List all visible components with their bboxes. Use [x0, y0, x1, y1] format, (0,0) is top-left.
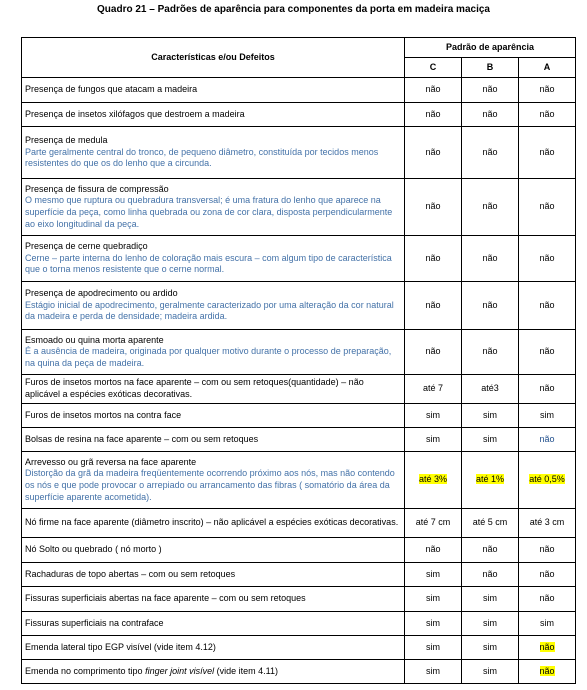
- header-class-c: C: [405, 58, 462, 78]
- table-row: [22, 330, 576, 375]
- table-row: [22, 236, 576, 282]
- row-characteristic-suffix: (vide item 4.11): [214, 665, 278, 676]
- table-row: [22, 404, 576, 428]
- value-class-b: sim: [462, 404, 519, 428]
- row-characteristic: Presença de cerne quebradiço: [25, 241, 148, 252]
- value-class-b: não: [462, 563, 519, 587]
- row-characteristic: Furos de insetos mortos na face aparente – com ou sem retoques(quantidade) – não aplicável a espécies exóticas decorativas.: [25, 377, 364, 399]
- row-description: Parte geralmente central do tronco, de pequeno diâmetro, constituída por tecidos menos resistentes do que os do lenho que a circunda.: [25, 146, 379, 169]
- table-row: [22, 282, 576, 330]
- value-class-a: sim: [519, 612, 576, 636]
- row-characteristic: Presença de fissura de compressão: [25, 183, 169, 194]
- value-class-b: não: [462, 103, 519, 127]
- value-class-c: não: [405, 103, 462, 127]
- row-characteristic: Furos de insetos mortos na contra face: [25, 409, 182, 420]
- row-characteristic-prefix: Emenda no comprimento tipo: [25, 665, 146, 676]
- row-characteristic: Nó Solto ou quebrado ( nó morto ): [25, 544, 162, 555]
- row-characteristic: Emenda lateral tipo EGP visível (vide item 4.12): [25, 641, 216, 652]
- value-class-b: até3: [462, 375, 519, 404]
- table-row: [22, 636, 576, 660]
- row-description: É a ausência de madeira, originada por qualquer motivo durante o processo de preparação, na quina da peça de madeira.: [25, 346, 392, 368]
- value-class-a: não: [519, 127, 576, 179]
- value-class-b: sim: [462, 612, 519, 636]
- table-row: [22, 538, 576, 563]
- row-description: O mesmo que ruptura ou quebradura transversal; é uma fratura do lenho que aparece na superfície da peça, como linha quebrada ou zona de cor clara, disposta perpendicularmente ao eixo longitudinal da peça.: [25, 195, 393, 229]
- value-class-c: não: [405, 538, 462, 563]
- row-description: Cerne – parte interna do lenho de coloração mais escura – com algum tipo de característica que o torna menos resistente que o cerne normal.: [25, 252, 392, 275]
- table-row: [22, 127, 576, 179]
- value-class-c: sim: [405, 587, 462, 612]
- value-class-c: sim: [405, 660, 462, 684]
- value-class-a: não: [519, 563, 576, 587]
- value-class-a: não: [519, 375, 576, 404]
- value-class-a: não: [519, 103, 576, 127]
- value-class-b: não: [462, 179, 519, 236]
- table-row: [22, 179, 576, 236]
- value-class-c: até 3%: [418, 474, 448, 485]
- table-title: Quadro 21 – Padrões de aparência para componentes da porta em madeira maciça: [97, 4, 490, 15]
- table-row: [22, 428, 576, 452]
- value-class-b: sim: [462, 660, 519, 684]
- value-class-c: não: [405, 78, 462, 103]
- value-class-b: sim: [462, 428, 519, 452]
- value-class-c: até 7: [405, 375, 462, 404]
- value-class-b: sim: [462, 587, 519, 612]
- header-characteristics: Características e/ou Defeitos: [22, 38, 405, 78]
- value-class-c: sim: [405, 563, 462, 587]
- row-characteristic-italic: finger joint visível: [145, 665, 215, 676]
- value-class-b: até 1%: [475, 474, 505, 485]
- value-class-b: não: [462, 127, 519, 179]
- header-class-a: A: [519, 58, 576, 78]
- value-class-b: até 5 cm: [462, 509, 519, 538]
- row-characteristic: Arrevesso ou grã reversa na face aparente: [25, 456, 197, 467]
- table-row: [22, 612, 576, 636]
- row-characteristic: Presença de fungos que atacam a madeira: [25, 84, 198, 95]
- header-class-b: B: [462, 58, 519, 78]
- table-row: [22, 452, 576, 509]
- row-characteristic: Nó firme na face aparente (diâmetro inscrito) – não aplicável a espécies exóticas decorativas.: [25, 517, 399, 528]
- row-characteristic: Bolsas de resina na face aparente – com ou sem retoques: [25, 433, 259, 444]
- row-characteristic: Rachaduras de topo abertas – com ou sem retoques: [25, 568, 236, 579]
- value-class-c: não: [405, 330, 462, 375]
- table-row: [22, 375, 576, 404]
- value-class-b: não: [462, 282, 519, 330]
- row-characteristic: Fissuras superficiais abertas na face aparente – com ou sem retoques: [25, 593, 306, 604]
- value-class-a: não: [519, 78, 576, 103]
- table-row: [22, 660, 576, 684]
- value-class-c: sim: [405, 636, 462, 660]
- value-class-c: sim: [405, 612, 462, 636]
- table-row: [22, 103, 576, 127]
- appearance-standards-table: [21, 37, 576, 684]
- value-class-a: até 0,5%: [529, 474, 565, 485]
- value-class-c: não: [405, 236, 462, 282]
- row-description: Estágio inicial de apodrecimento, geralmente caracterizado por uma alteração da cor natural da madeira e perda de densidade; madeira ardida.: [25, 299, 394, 322]
- value-class-a: não: [519, 236, 576, 282]
- table-row: [22, 563, 576, 587]
- value-class-a: não: [519, 538, 576, 563]
- value-class-a: não: [519, 282, 576, 330]
- row-characteristic: Presença de medula: [25, 135, 108, 146]
- value-class-b: não: [462, 78, 519, 103]
- value-class-c: não: [405, 127, 462, 179]
- value-class-a: não: [519, 428, 576, 452]
- value-class-a: não: [539, 641, 555, 652]
- value-class-b: não: [462, 330, 519, 375]
- value-class-c: não: [405, 179, 462, 236]
- row-characteristic: [25, 666, 278, 676]
- value-class-a: não: [519, 179, 576, 236]
- row-characteristic: Presença de insetos xilófagos que destroem a madeira: [25, 108, 245, 119]
- value-class-b: não: [462, 538, 519, 563]
- value-class-c: não: [405, 282, 462, 330]
- row-characteristic: Fissuras superficiais na contraface: [25, 617, 164, 628]
- value-class-a: não: [539, 665, 555, 676]
- value-class-c: sim: [405, 428, 462, 452]
- value-class-a: até 3 cm: [519, 509, 576, 538]
- value-class-b: sim: [462, 636, 519, 660]
- row-characteristic: Presença de apodrecimento ou ardido: [25, 288, 178, 299]
- row-description: Distorção da grã da madeira freqüentemente ocorrendo próximo aos nós, mas não contendo os nós e que pode provocar o arrepiado ou arrancamento das fibras ( somatório da área da superfície aparente acometida).: [25, 468, 395, 502]
- table-row: [22, 509, 576, 538]
- table-row: [22, 587, 576, 612]
- value-class-a: não: [519, 330, 576, 375]
- value-class-c: sim: [405, 404, 462, 428]
- row-characteristic: Esmoado ou quina morta aparente: [25, 334, 164, 345]
- value-class-b: não: [462, 236, 519, 282]
- table-row: [22, 78, 576, 103]
- value-class-a: não: [519, 587, 576, 612]
- value-class-c: até 7 cm: [405, 509, 462, 538]
- value-class-a: sim: [519, 404, 576, 428]
- header-standard: Padrão de aparência: [405, 38, 576, 58]
